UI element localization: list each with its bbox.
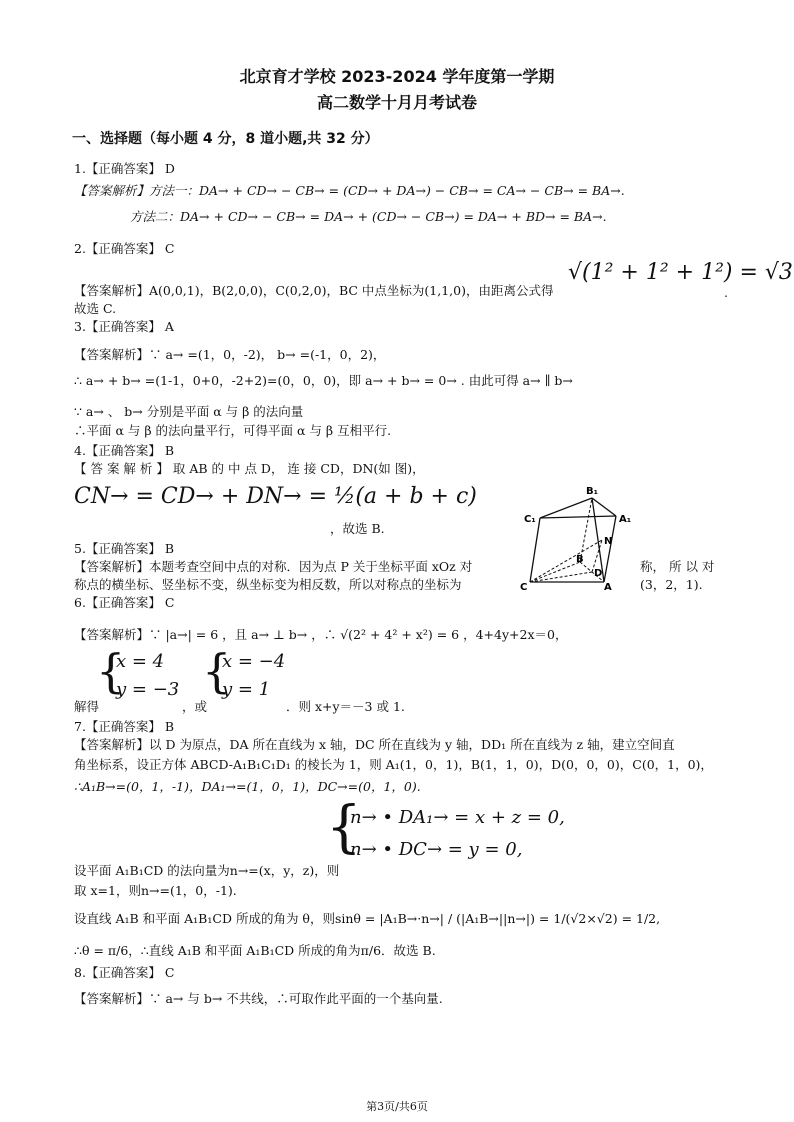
q2-conclusion: 故选 C. xyxy=(74,301,117,316)
q4-line2: ，故选 B. xyxy=(330,521,385,536)
q7-sys-b: n→ • DC→ = y = 0, xyxy=(350,839,523,860)
q4-answer: 4.【正确答案】 B xyxy=(74,443,175,458)
q6-or-label: ，或 xyxy=(182,699,208,714)
doc-subtitle: 高二数学十月月考试卷 xyxy=(316,93,477,112)
q7-line1: 【答案解析】以 D 为原点，DA 所在直线为 x 轴，DC 所在直线为 y 轴，DD₁ 所在直线为 z 轴，建立空间直 xyxy=(74,737,675,752)
brace-left-2: { xyxy=(202,644,232,698)
q7-answer: 7.【正确答案】 B xyxy=(74,719,175,734)
q2-end: . xyxy=(724,285,728,300)
q6-solve-label: 解得 xyxy=(74,699,100,714)
q5-line1: 【答案解析】本题考查空间中点的对称．因为点 P 关于坐标平面 xOz 对 xyxy=(74,559,473,574)
q6-sys1-a: x = 4 xyxy=(116,651,165,672)
label-b1: B₁ xyxy=(586,486,599,497)
q3-line4: ∴平面 α 与 β 的法向量平行，可得平面 α 与 β 互相平行. xyxy=(74,423,392,438)
page-footer: 第3页/共6页 xyxy=(366,1100,428,1113)
q4-line1: 【 答 案 解 析 】 取 AB 的 中 点 D， 连 接 CD，DN(如 图)， xyxy=(74,461,425,476)
label-c: C xyxy=(520,582,528,593)
q8-answer: 8.【正确答案】 C xyxy=(74,965,175,980)
q3-line1: 【答案解析】∵ a→ =(1，0，-2)， b→ =(-1，0，2)， xyxy=(74,347,386,362)
label-d: D xyxy=(594,568,603,579)
section-heading: 一、选择题（每小题 4 分，8 道小题,共 32 分） xyxy=(72,131,379,147)
q7-line6: 设直线 A₁B 和平面 A₁B₁CD 所成的角为 θ，则sinθ = |A₁B→·n→| / (|A₁B→||n→|) = 1/(√2×√2) = 1/2, xyxy=(74,911,661,926)
q8-line1: 【答案解析】∵ a→ 与 b→ 不共线，∴可取作此平面的一个基向量. xyxy=(74,991,443,1006)
label-a1: A₁ xyxy=(619,514,632,525)
q6-sys2-b: y = 1 xyxy=(222,679,271,700)
label-a: A xyxy=(604,582,612,593)
q3-line2: ∴ a→ + b→ =(1-1，0+0，-2+2)=(0，0，0)，即 a→ + b→ = 0→ . 由此可得 a→ ∥ b→ xyxy=(74,373,573,388)
label-n: N xyxy=(604,536,613,547)
q7-line7: ∴θ = π/6，∴直线 A₁B 和平面 A₁B₁CD 所成的角为π/6．故选 B. xyxy=(74,943,436,958)
q6-result: ．则 x+y＝－3 或 1. xyxy=(286,699,405,714)
q7-line2: 角坐标系，设正方体 ABCD-A₁B₁C₁D₁ 的棱长为 1，则 A₁(1，0，1)，B(1，1，0)，D(0，0，0)，C(0，1，0)， xyxy=(74,757,713,772)
q2-explanation: 【答案解析】A(0,0,1)，B(2,0,0)，C(0,2,0)，BC 中点坐标为(1,1,0)，由距离公式得 xyxy=(74,283,554,298)
doc-title: 北京育才学校 2023-2024 学年度第一学期 xyxy=(239,67,555,86)
cube-figure xyxy=(520,478,650,594)
q7-line3: ∴A₁B→=(0，1，-1)，DA₁→=(1，0，1)，DC→=(0，1，0). xyxy=(74,779,421,794)
q7-line5: 取 x=1，则n→=(1，0，-1). xyxy=(74,883,237,898)
label-b: B xyxy=(576,554,584,565)
q4-formula: CN→ = CD→ + DN→ = ½(a + b + c) xyxy=(74,484,477,509)
q7-sys-a: n→ • DA₁→ = x + z = 0, xyxy=(350,807,565,828)
brace-left-3: { xyxy=(326,795,362,860)
q3-answer: 3.【正确答案】 A xyxy=(74,319,174,334)
q5-line2: 称点的横坐标、竖坐标不变，纵坐标变为相反数，所以对称点的坐标为 xyxy=(74,577,462,592)
q1-method2: 方法二：DA→ + CD→ − CB→ = DA→ + (CD→ − CB→) = DA→ + BD→ = BA→. xyxy=(130,209,607,224)
q5-answer: 5.【正确答案】 B xyxy=(74,541,175,556)
q2-answer: 2.【正确答案】 C xyxy=(74,241,175,256)
q5-line2-right: (3，2，1). xyxy=(640,577,703,592)
q5-line1-right: 称， 所 以 对 xyxy=(640,559,715,574)
q2-formula: √(1² + 1² + 1²) = √3 xyxy=(568,260,793,285)
q6-answer: 6.【正确答案】 C xyxy=(74,595,175,610)
q1-method1: 【答案解析】方法一：DA→ + CD→ − CB→ = (CD→ + DA→) − CB→ = CA→ − CB→ = BA→. xyxy=(74,183,625,198)
q1-answer: 1.【正确答案】 D xyxy=(74,161,175,176)
q7-line4: 设平面 A₁B₁CD 的法向量为n→=(x，y，z)，则 xyxy=(74,863,340,878)
q6-sys1-b: y = −3 xyxy=(116,679,180,700)
q3-line3: ∵ a→ 、 b→ 分别是平面 α 与 β 的法向量 xyxy=(74,404,304,419)
brace-left-1: { xyxy=(96,644,126,698)
q6-sys2-a: x = −4 xyxy=(222,651,286,672)
label-c1: C₁ xyxy=(524,514,536,525)
q6-line1: 【答案解析】∵ |a→| = 6 ，且 a→ ⊥ b→ ，∴ √(2² + 4² + x²) = 6 ，4+4y+2x＝0， xyxy=(74,627,568,642)
